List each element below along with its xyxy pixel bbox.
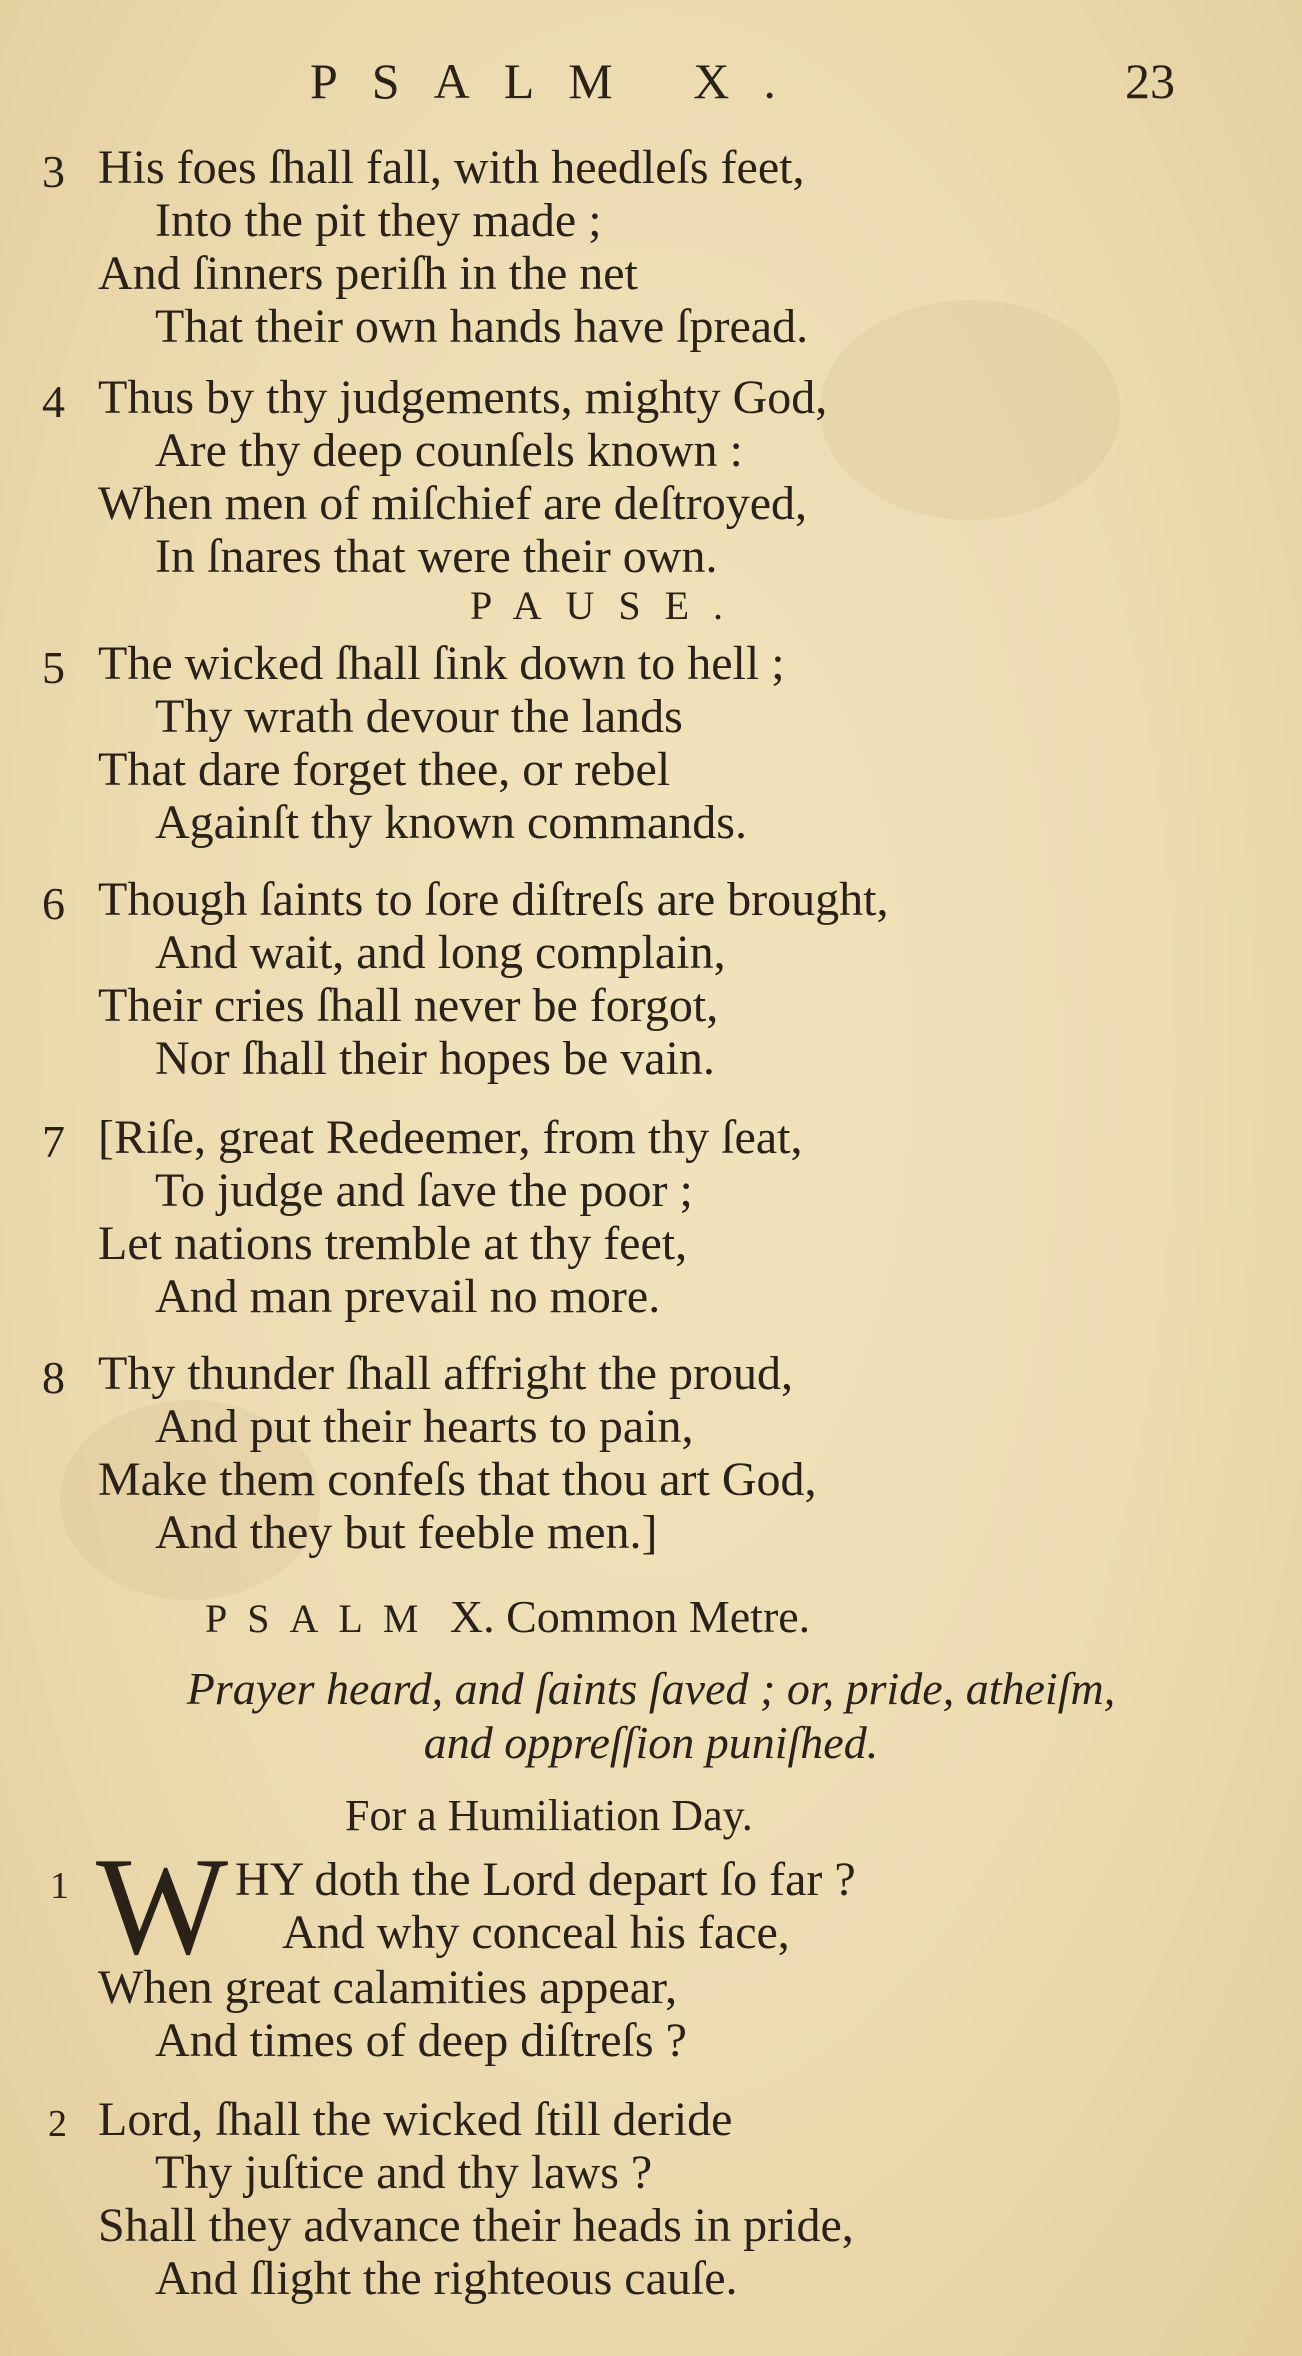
verse-line: Againſt thy known commands. xyxy=(155,796,747,849)
verse-line: That their own hands have ſpread. xyxy=(155,300,809,353)
verse-line: Their cries ſhall never be forgot, xyxy=(98,979,719,1032)
verse-line: HY doth the Lord depart ſo far ? xyxy=(235,1853,856,1906)
verse-line: And they but feeble men.] xyxy=(155,1506,658,1559)
stanza-number: 7 xyxy=(42,1116,65,1167)
verse-line: Shall they advance their heads in pride, xyxy=(98,2199,854,2252)
verse-line: And man prevail no more. xyxy=(155,1270,661,1323)
verse-line: And put their hearts to pain, xyxy=(155,1400,694,1453)
stanza-number: 2 xyxy=(48,2103,67,2145)
psalm-heading-rest: X. Common Metre. xyxy=(449,1591,811,1642)
verse-line: Lord, ſhall the wicked ſtill deride xyxy=(98,2093,733,2146)
verse-line: And why conceal his face, xyxy=(282,1906,790,1959)
verse-line: In ſnares that were their own. xyxy=(155,530,718,583)
verse-line: And times of deep diſtreſs ? xyxy=(155,2014,687,2067)
verse-line: Thus by thy judgements, mighty God, xyxy=(98,371,828,424)
verse-line: Are thy deep counſels known : xyxy=(155,424,743,477)
verse-line: When great calamities appear, xyxy=(98,1961,678,2014)
running-title: PSALM X. xyxy=(310,53,810,109)
psalm-heading xyxy=(205,1590,810,1643)
psalm-subject-line: Prayer heard, and ſaints ſaved ; or, pride, atheiſm, xyxy=(186,1663,1116,1714)
verse-line: His foes ſhall fall, with heedleſs feet, xyxy=(98,141,805,194)
page-number: 23 xyxy=(1125,53,1175,109)
stanza-number: 8 xyxy=(42,1352,65,1403)
verse-line: And wait, and long complain, xyxy=(155,926,726,979)
verse-line: And ſinners periſh in the net xyxy=(98,247,638,300)
paper-stain xyxy=(820,300,1120,520)
drop-cap: W xyxy=(96,1829,229,1984)
verse-line: Thy juſtice and thy laws ? xyxy=(155,2146,653,2199)
verse-line: [Riſe, great Redeemer, from thy ſeat, xyxy=(98,1111,803,1164)
pause-heading: PAUSE. xyxy=(470,583,748,628)
verse-line: And ſlight the righteous cauſe. xyxy=(155,2252,738,2305)
stanza-number: 5 xyxy=(42,642,65,693)
verse-line: When men of miſchief are deſtroyed, xyxy=(98,477,808,530)
psalm-occasion: For a Humiliation Day. xyxy=(345,1791,753,1840)
verse-line: Make them confeſs that thou art God, xyxy=(98,1453,817,1506)
stanza-number: 3 xyxy=(42,146,65,197)
stanza-number: 1 xyxy=(50,1865,69,1907)
verse-line: Into the pit they made ; xyxy=(155,194,602,247)
psalm-subject-line: and oppreſſion puniſhed. xyxy=(423,1717,879,1768)
stanza-number: 6 xyxy=(42,878,65,929)
verse-line: Though ſaints to ſore diſtreſs are brought, xyxy=(98,873,889,926)
verse-line: The wicked ſhall ſink down to hell ; xyxy=(98,637,785,690)
verse-line: Let nations tremble at thy feet, xyxy=(98,1217,688,1270)
verse-line: Thy wrath devour the lands xyxy=(155,690,683,743)
verse-line: Thy thunder ſhall affright the proud, xyxy=(98,1347,793,1400)
verse-line: That dare forget thee, or rebel xyxy=(98,743,671,796)
verse-line: To judge and ſave the poor ; xyxy=(155,1164,693,1217)
stanza-number: 4 xyxy=(42,376,65,427)
psalm-heading-word: PSALM xyxy=(205,1596,439,1641)
page-header xyxy=(0,52,1302,112)
verse-line: Nor ſhall their hopes be vain. xyxy=(155,1032,715,1085)
